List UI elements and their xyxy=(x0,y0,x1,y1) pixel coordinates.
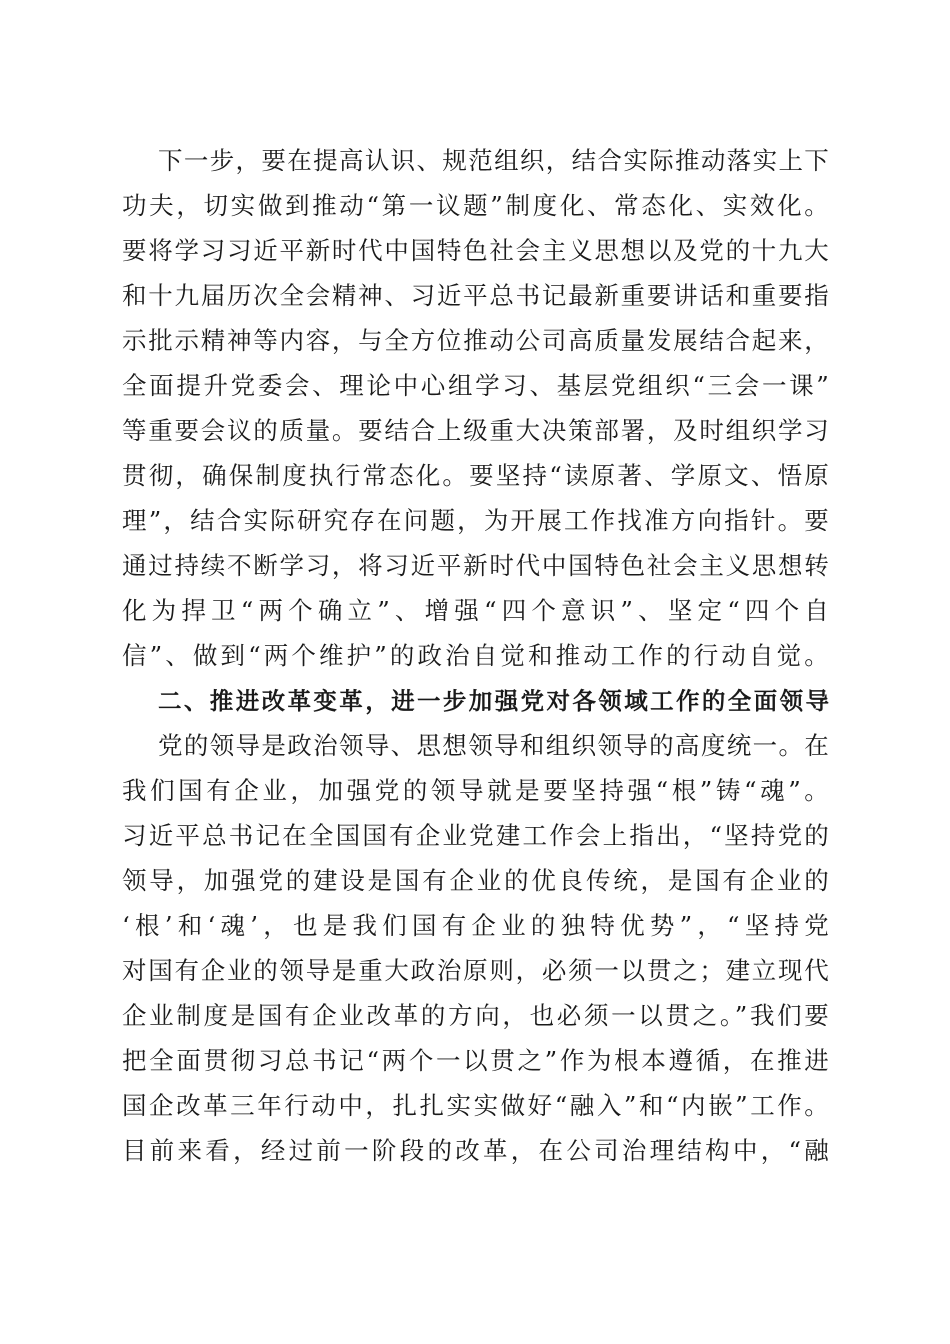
paragraph-2-line-3: 习近平总书记在全国国有企业党建工作会上指出，“坚持党的 xyxy=(122,821,830,850)
paragraph-1-line-2: 功夫，切实做到推动“第一议题”制度化、常态化、实效化。 xyxy=(122,191,830,220)
paragraph-2-line-6: 对国有企业的领导是重大政治原则，必须一以贯之；建立现代 xyxy=(122,956,830,985)
paragraph-2-line-4: 领导，加强党的建设是国有企业的优良传统，是国有企业的 xyxy=(122,866,830,895)
paragraph-2-line-8: 把全面贯彻习总书记“两个一以贯之”作为根本遵循，在推进 xyxy=(122,1046,830,1075)
document-body xyxy=(122,137,830,1177)
paragraph-2-line-2: 我们国有企业，加强党的领导就是要坚持强“根”铸“魂”。 xyxy=(122,776,830,805)
paragraph-2-line-5: ‘根’和‘魂’，也是我们国有企业的独特优势”，“坚持党 xyxy=(122,911,830,940)
paragraph-1-line-6: 全面提升党委会、理论中心组学习、基层党组织“三会一课” xyxy=(122,371,830,400)
paragraph-1-line-8: 贯彻，确保制度执行常态化。要坚持“读原著、学原文、悟原 xyxy=(122,461,830,490)
paragraph-1-line-4: 和十九届历次全会精神、习近平总书记最新重要讲话和重要指 xyxy=(122,281,830,310)
paragraph-1-line-9: 理”，结合实际研究存在问题，为开展工作找准方向指针。要 xyxy=(122,506,830,535)
paragraph-1-line-10: 通过持续不断学习，将习近平新时代中国特色社会主义思想转 xyxy=(122,551,830,580)
paragraph-1-line-3: 要将学习习近平新时代中国特色社会主义思想以及党的十九大 xyxy=(122,236,830,265)
paragraph-2-line-7: 企业制度是国有企业改革的方向，也必须一以贯之。”我们要 xyxy=(122,1001,830,1030)
paragraph-2-line-1: 党的领导是政治领导、思想领导和组织领导的高度统一。在 xyxy=(158,731,830,760)
paragraph-2-line-9: 国企改革三年行动中，扎扎实实做好“融入”和“内嵌”工作。 xyxy=(122,1091,830,1120)
paragraph-1-line-11: 化为捍卫“两个确立”、增强“四个意识”、坚定“四个自 xyxy=(122,596,830,625)
paragraph-2-line-10: 目前来看，经过前一阶段的改革，在公司治理结构中，“融 xyxy=(122,1136,830,1165)
paragraph-1-line-7: 等重要会议的质量。要结合上级重大决策部署，及时组织学习 xyxy=(122,416,830,445)
paragraph-1-line-12: 信”、做到“两个维护”的政治自觉和推动工作的行动自觉。 xyxy=(122,641,830,670)
paragraph-1-line-1: 下一步，要在提高认识、规范组织，结合实际推动落实上下 xyxy=(158,146,830,175)
paragraph-1-line-5: 示批示精神等内容，与全方位推动公司高质量发展结合起来， xyxy=(122,326,830,355)
section-heading: 二、推进改革变革，进一步加强党对各领域工作的全面领导 xyxy=(158,687,830,715)
